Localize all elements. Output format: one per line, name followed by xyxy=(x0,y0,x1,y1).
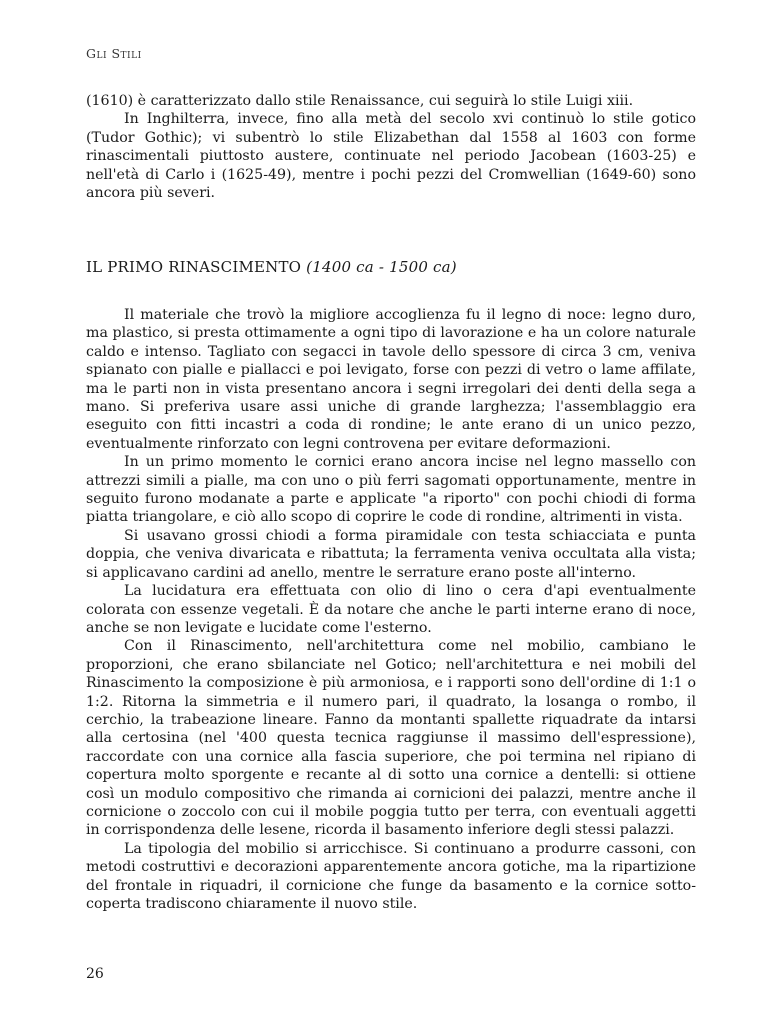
running-head: Gli Stili xyxy=(86,46,142,61)
body-paragraph-2: In un primo momento le cornici erano ancora incise nel legno massello con attrezzi simili a pialle, ma con uno o più ferri sagomati opportunamente, mentre in seguito furono modanate a parte e applicate "a riporto" con pochi chiodi di forma piatta triangolare, e ciò allo scopo di coprire le code di rondine, altrimenti in vista. xyxy=(86,454,696,526)
body-paragraph-6: La tipologia del mobilio si arricchisce. Si continuano a produrre cassoni, con metodi costruttivi e decorazioni apparentemente ancora gotiche, ma la ripartizione del frontale in riquadri, il cornicione che funge da basamento e la cornice sotto-coperta tradiscono chiaramente il nuovo stile. xyxy=(86,840,696,912)
body-text xyxy=(86,306,696,913)
section-heading xyxy=(86,258,457,276)
page-number: 26 xyxy=(86,966,104,982)
body-paragraph-1: Il materiale che trovò la migliore accoglienza fu il legno di noce: legno duro, ma plastico, si presta ottimamente a ogni tipo di lavorazione e ha un colore naturale caldo e intenso. Tagliato con segacci in tavole dello spessore di circa 3 cm, veniva spianato con pialle e piallacci e poi levigato, forse con pezzi di vetro o lame affilate, ma le parti non in vista presentano ancora i segni irregolari dei denti della sega a mano. Si preferiva usare assi uniche di grande larghezza; l'assemblaggio era eseguito con fitti incastri a coda di rondine; le ante erano di un unico pezzo, eventualmente rinforzato con legni controvena per evitare deformazioni. xyxy=(86,307,696,452)
intro-paragraph-2: In Inghilterra, invece, fino alla metà del secolo xvi continuò lo stile gotico (Tudor Gothic); vi subentrò lo stile Elizabethan dal 1558 al 1603 con forme rinascimentali piuttosto austere, continuate nel periodo Jacobean (1603-25) e nell'età di Carlo i (1625-49), mentre i pochi pezzi del Cromwellian (1649-60) sono ancora più severi. xyxy=(86,111,696,202)
intro-paragraph-1: (1610) è caratterizzato dallo stile Renaissance, cui seguirà lo stile Luigi xiii. xyxy=(86,93,634,109)
body-paragraph-3: Si usavano grossi chiodi a forma piramidale con testa schiacciata e punta doppia, che veniva divaricata e ribattuta; la ferramenta veniva occultata alla vista; si applicavano cardini ad anello, mentre le serrature erano poste all'interno. xyxy=(86,527,696,581)
intro-text xyxy=(86,92,696,202)
body-paragraph-4: La lucidatura era effettuata con olio di lino o cera d'api eventualmente colorata con essenze vegetali. È da notare che anche le parti interne erano di noce, anche se non levigate e lucidate come l'esterno. xyxy=(86,583,696,636)
body-paragraph-5: Con il Rinascimento, nell'architettura come nel mobilio, cambiano le proporzioni, che erano sbilanciate nel Gotico; nell'architettura e nei mobili del Rinascimento la composizione è più armoniosa, e i rapporti sono dell'ordine di 1:1 o 1:2. Ritorna la simmetria e il numero pari, il quadrato, la losanga o rombo, il cerchio, la trabeazione lineare. Fanno da montanti spallette riquadrate da intarsi alla certosina (nel '400 questa tecnica raggiunse il massimo dell'espressione), raccordate con una cornice alla fascia superiore, che poi termina nel ripiano di copertura molto sporgente e recante al di sotto una cornice a dentelli: si ottiene così un modulo compositivo che rimanda ai cornicioni dei palazzi, mentre anche il cornicione o zoccolo con cui il mobile poggia tutto per terra, con eventuali aggetti in corrispondenza delle lesene, ricorda il basamento inferiore degli stessi palazzi. xyxy=(86,638,696,839)
section-dates: (1400 ca - 1500 ca) xyxy=(306,258,457,276)
section-title: IL PRIMO RINASCIMENTO xyxy=(86,258,302,276)
